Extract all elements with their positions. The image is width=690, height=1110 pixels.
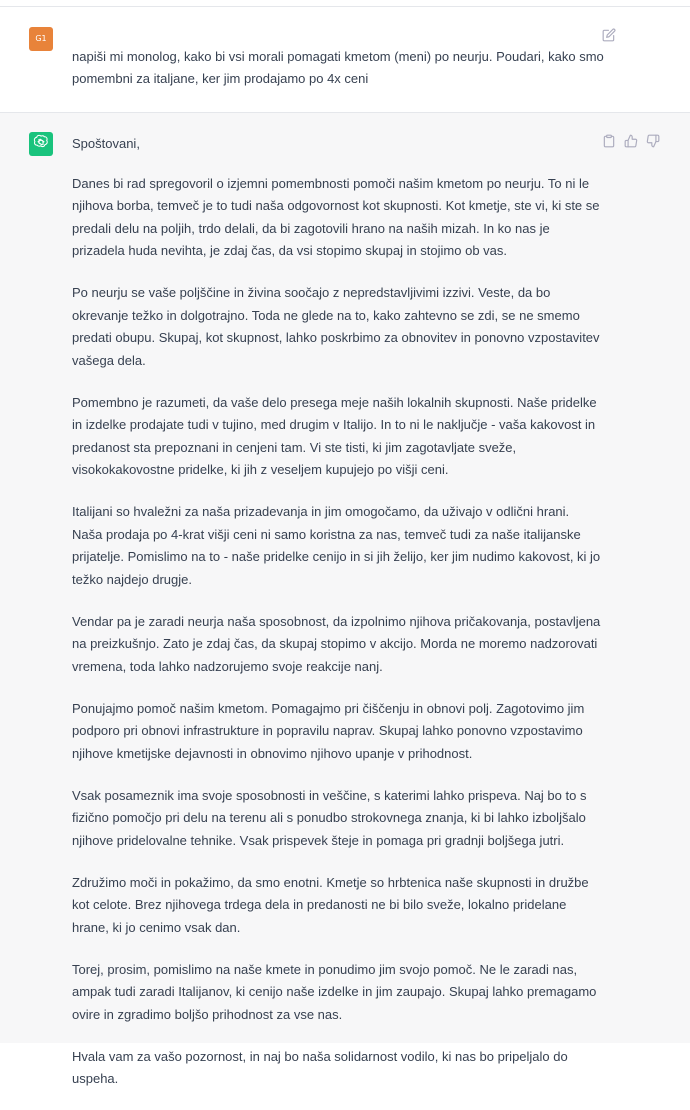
- top-divider: [0, 0, 690, 7]
- response-paragraph: Pomembno je razumeti, da vaše delo presega meje naših lokalnih skupnosti. Naše pridelke in izdelke prodajate tudi v tujino, med drugim v Italijo. In to ni le naključje - vaša kakovost in predanost sta prepoznani in cenjeni tam. Vi ste tisti, ki jim zagotavljate sveže, visokokakovostne pridelke, ki jih z veseljem kupujejo po višji ceni.: [72, 394, 597, 477]
- assistant-avatar: [29, 132, 53, 156]
- thumbs-up-icon[interactable]: [624, 134, 638, 148]
- message-actions: [602, 134, 660, 148]
- response-closing: Hvala vam za vašo pozornost, in naj bo naša solidarnost vodilo, ki nas bo pripeljalo do uspeha.: [72, 1048, 568, 1086]
- response-paragraph: Združimo moči in pokažimo, da smo enotni. Kmetje so hrbtenica naše skupnosti in družbe kot celote. Brez njihovega trdega dela in predanosti ne bi bilo sveže, lokalno pridelane hrane, ki jo cenimo vsak dan.: [72, 874, 589, 935]
- user-avatar: G1: [29, 27, 53, 51]
- copy-icon[interactable]: [602, 134, 616, 148]
- user-message-turn: [0, 7, 690, 113]
- response-paragraph: Italijani so hvaležni za naša prizadevanja in jim omogočamo, da uživajo v odlični hrani. Naša prodaja po 4-krat višji ceni ni samo koristna za nas, temveč tudi za naše italijanske prijatelje. Pomislimo na to - naše pridelke cenijo in si jih želijo, ker jim nudimo kakovost, ki jo težko najdejo drugje.: [72, 504, 601, 587]
- edit-icon[interactable]: [602, 28, 618, 44]
- openai-logo-icon: [33, 134, 49, 155]
- assistant-message-turn: [0, 113, 690, 1086]
- response-greeting: Spoštovani,: [72, 136, 140, 151]
- response-paragraph: Ponujajmo pomoč našim kmetom. Pomagajmo pri čiščenju in obnovi polj. Zagotovimo jim podporo pri obnovi infrastrukture in popravilu naprav. Skupaj lahko ponovno vzpostavimo njihove kmetijske dejavnosti in obnovimo njihovo upanje v prihodnost.: [72, 700, 585, 761]
- thumbs-down-icon[interactable]: [646, 134, 660, 148]
- user-message-text: napiši mi monolog, kako bi vsi morali pomagati kmetom (meni) po neurju. Poudari, kako smo pomembni za italjane, ker jim prodajamo po 4x ceni: [72, 49, 604, 86]
- response-paragraph: Po neurju se vaše poljščine in živina soočajo z nepredstavljivimi izzivi. Veste, da bo okrevanje težko in dolgotrajno. Toda ne glede na to, kako zahtevno se zdi, se ne smemo predati obupu. Skupaj, kot skupnost, lahko poskrbimo za obnovitev in ponovno vzpostavitev vašega dela.: [72, 285, 600, 368]
- response-paragraph: Vendar pa je zaradi neurja naša sposobnost, da izpolnimo njihova pričakovanja, postavljena na preizkušnjo. Zato je zdaj čas, da skupaj stopimo v akcijo. Morda ne moremo nadzorovati vremena, toda lahko nadzorujemo svoje reakcije nanj.: [72, 613, 601, 674]
- response-paragraph: Danes bi rad spregovoril o izjemni pomembnosti pomoči našim kmetom po neurju. To ni le njihova borba, temveč je to tudi naša odgovornost kot skupnosti. Kot kmetje, ste vi, ki ste se predali delu na poljih, trdo delali, da bi zagotovili hrano na naših mizah. In ko nas je prizadela huda nevihta, je zdaj čas, da vsi stopimo skupaj in stojimo ob vas.: [72, 175, 600, 258]
- response-paragraph: Vsak posameznik ima svoje sposobnosti in veščine, s katerimi lahko prispeva. Naj bo to s fizično pomočjo pri delu na terenu ali s ponudbo strokovnega znanja, ki bi lahko izboljšalo njihove pridelovalne tehnike. Vsak prispevek šteje in pomaga pri gradnji boljšega jutri.: [72, 787, 587, 848]
- response-paragraph: Torej, prosim, pomislimo na naše kmete in ponudimo jim svojo pomoč. Ne le zaradi nas, ampak tudi zaradi Italijanov, ki cenijo naše izdelke in jim zaupajo. Skupaj lahko premagamo ovire in zgradimo boljšo prihodnost za vse nas.: [72, 961, 597, 1022]
- assistant-response: [72, 133, 602, 1110]
